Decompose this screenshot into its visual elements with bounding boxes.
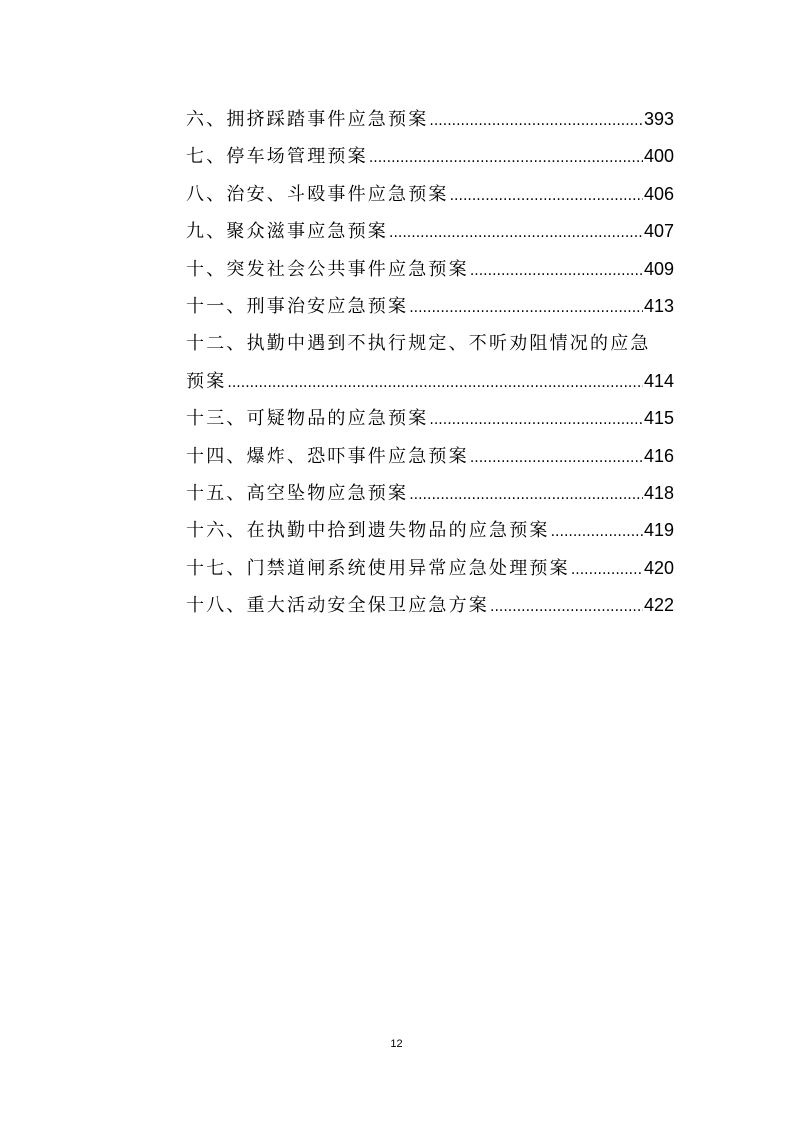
toc-dot-leader xyxy=(369,140,643,177)
toc-entry-16[interactable] xyxy=(186,512,674,549)
toc-entry-11[interactable] xyxy=(186,288,674,325)
toc-entry-14[interactable] xyxy=(186,438,674,475)
toc-dot-leader xyxy=(429,402,643,439)
toc-dot-leader xyxy=(490,589,643,626)
toc-dot-leader xyxy=(429,103,643,140)
toc-entry-page: 415 xyxy=(643,408,674,429)
toc-dot-leader xyxy=(571,552,643,589)
table-of-contents xyxy=(186,101,674,624)
toc-entry-12[interactable] xyxy=(186,325,674,400)
toc-entry-title: 十六、在执勤中拾到遗失物品的应急预案 xyxy=(186,520,550,542)
toc-entry-6[interactable] xyxy=(186,101,674,138)
toc-entry-page: 409 xyxy=(643,258,674,279)
toc-entry-title: 十一、刑事治安应急预案 xyxy=(186,295,409,317)
toc-entry-title-line2: 预案 xyxy=(186,370,227,392)
toc-entry-15[interactable] xyxy=(186,475,674,512)
toc-entry-title: 十七、门禁道闸系统使用异常应急处理预案 xyxy=(186,557,570,579)
toc-entry-title-line1: 十二、执勤中遇到不执行规定、不听劝阻情况的应急 xyxy=(186,333,651,355)
toc-entry-12-continuation xyxy=(186,363,674,400)
toc-entry-page: 420 xyxy=(643,557,674,578)
toc-entry-8[interactable] xyxy=(186,176,674,213)
toc-dot-leader xyxy=(389,215,643,252)
toc-entry-page: 416 xyxy=(643,445,674,466)
toc-entry-page: 406 xyxy=(643,183,674,204)
toc-dot-leader xyxy=(450,178,643,215)
toc-entry-page: 422 xyxy=(643,595,674,616)
toc-entry-title: 十五、高空坠物应急预案 xyxy=(186,482,409,504)
toc-dot-leader xyxy=(409,290,643,327)
toc-entry-title: 十三、可疑物品的应急预案 xyxy=(186,408,429,430)
toc-entry-page: 418 xyxy=(643,482,674,503)
toc-entry-page: 414 xyxy=(643,370,674,391)
toc-entry-title: 九、聚众滋事应急预案 xyxy=(186,221,388,243)
toc-dot-leader xyxy=(551,514,643,551)
toc-entry-title: 十八、重大活动安全保卫应急方案 xyxy=(186,595,489,617)
toc-entry-9[interactable] xyxy=(186,213,674,250)
toc-entry-title: 十四、爆炸、恐吓事件应急预案 xyxy=(186,445,469,467)
toc-entry-title: 七、停车场管理预案 xyxy=(186,146,368,168)
toc-dot-leader xyxy=(470,440,643,477)
toc-entry-page: 413 xyxy=(643,295,674,316)
toc-entry-page: 407 xyxy=(643,221,674,242)
toc-entry-18[interactable] xyxy=(186,587,674,624)
toc-entry-title: 八、治安、斗殴事件应急预案 xyxy=(186,183,449,205)
toc-entry-7[interactable] xyxy=(186,138,674,175)
toc-dot-leader xyxy=(470,253,643,290)
toc-entry-title: 六、拥挤踩踏事件应急预案 xyxy=(186,109,429,130)
page-number: 12 xyxy=(390,1038,403,1050)
toc-entry-13[interactable] xyxy=(186,400,674,437)
toc-entry-10[interactable] xyxy=(186,251,674,288)
toc-entry-page: 400 xyxy=(643,146,674,167)
toc-entry-page: 393 xyxy=(643,109,674,129)
toc-entry-17[interactable] xyxy=(186,550,674,587)
toc-dot-leader xyxy=(227,365,643,402)
toc-dot-leader xyxy=(409,477,643,514)
toc-entry-page: 419 xyxy=(643,520,674,541)
toc-entry-title: 十、突发社会公共事件应急预案 xyxy=(186,258,469,280)
